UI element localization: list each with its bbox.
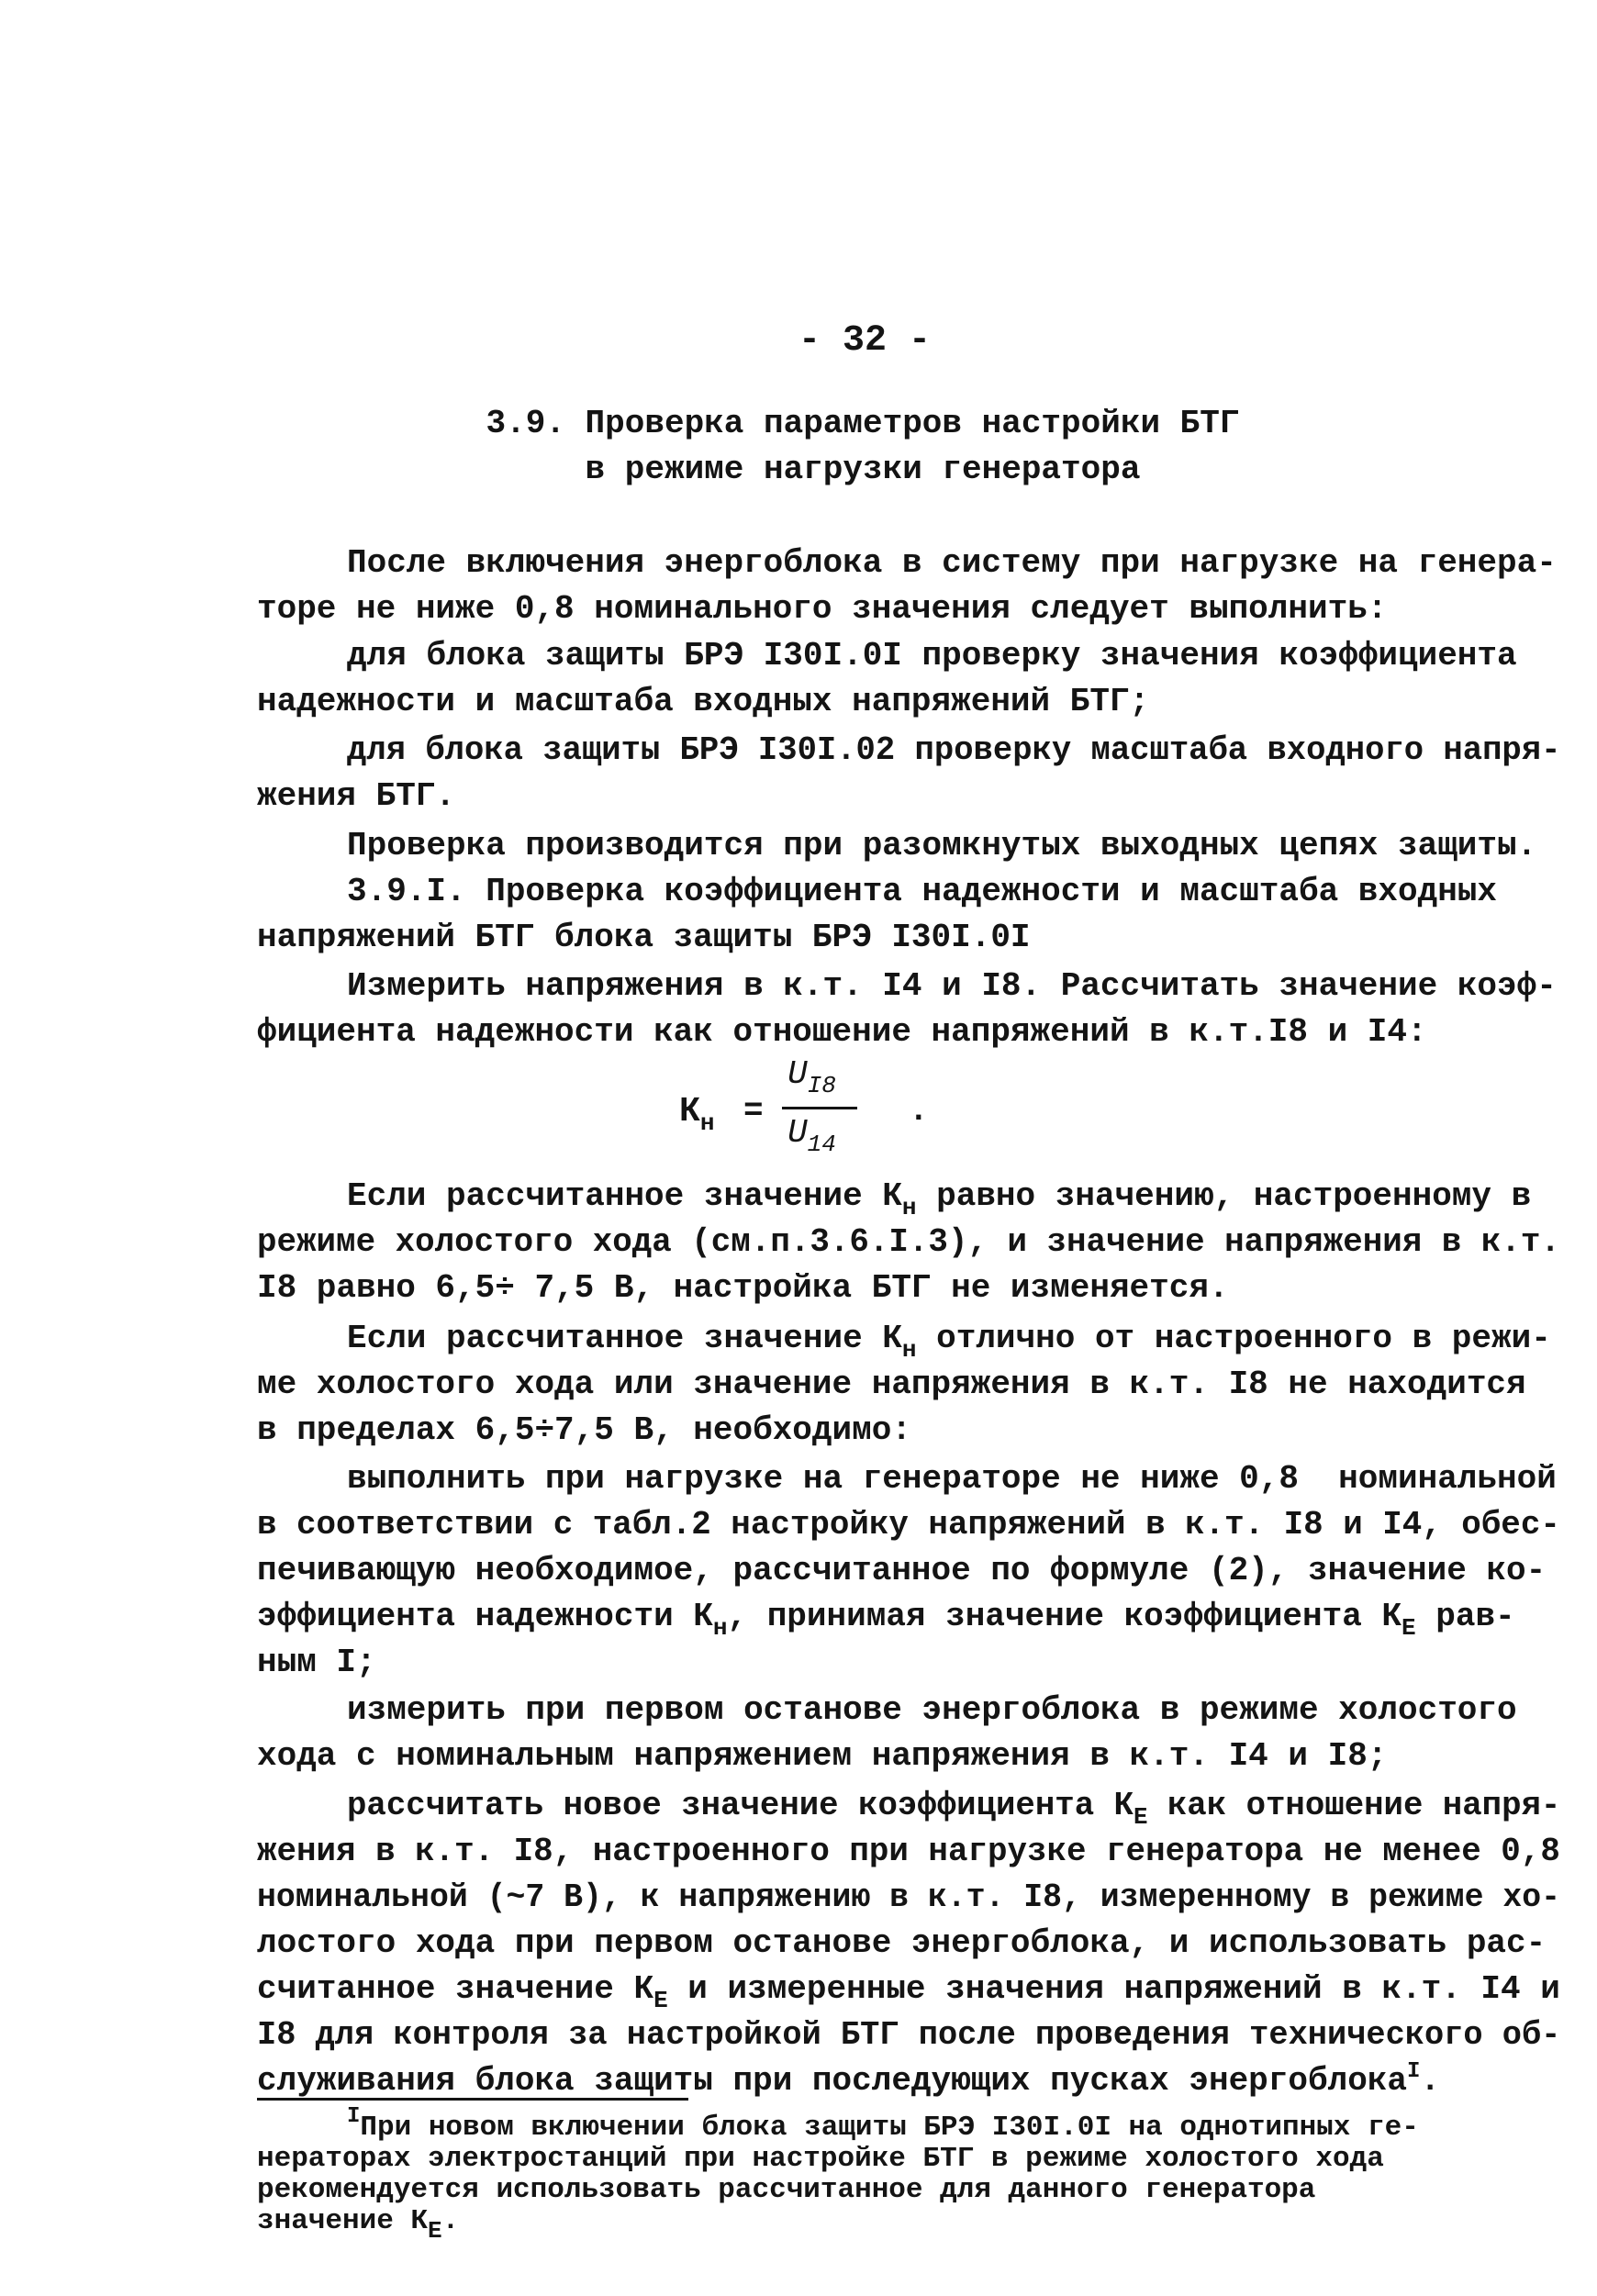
formula-lhs: $К_н$	[679, 1092, 715, 1137]
body-line: хода с номинальным напряжением напряжения в к.т. I4 и I8;	[257, 1737, 1388, 1775]
footnote-line: значение $К_Е$.	[257, 2205, 460, 2245]
body-line: жения БТГ.	[257, 777, 456, 815]
formula-numerator: $U_{I8}$	[787, 1055, 836, 1099]
body-line: После включения энергоблока в систему при нагрузке на генера-	[347, 544, 1557, 582]
footnote-line: $^I$При новом включении блока защиты БРЭ I30I.0I на однотипных ге-	[347, 2104, 1419, 2144]
body-line: Измерить напряжения в к.т. I4 и I8. Рассчитать значение коэф-	[347, 967, 1557, 1005]
body-line: в пределах 6,5÷7,5 В, необходимо:	[257, 1411, 911, 1449]
footnote-line: рекомендуется использовать рассчитанное для данного генератора	[257, 2174, 1316, 2206]
footnote-reference: I	[1407, 2059, 1421, 2084]
body-line: для блока защиты БРЭ I30I.0I проверку значения коэффициента	[347, 637, 1517, 674]
body-line: I8 равно 6,5÷ 7,5 В, настройка БТГ не изменяется.	[257, 1269, 1229, 1307]
body-line: Если рассчитанное значение $К_н$ равно значению, настроенному в	[347, 1177, 1532, 1221]
body-line: ным I;	[257, 1644, 376, 1681]
body-line: режиме холостого хода (см.п.3.6.I.3), и значение напряжения в к.т.	[257, 1223, 1560, 1261]
formula-equals: =	[743, 1092, 764, 1130]
footnote-marker: I	[347, 2104, 361, 2129]
body-line: торе не ниже 0,8 номинального значения следует выполнить:	[257, 590, 1388, 628]
body-line: I8 для контроля за настройкой БТГ после проведения технического об-	[257, 2016, 1561, 2054]
reliability-formula	[679, 1055, 955, 1165]
body-line: считанное значение $К_Е$ и измеренные значения напряжений в к.т. I4 и	[257, 1970, 1560, 2014]
footnote-rule	[257, 2098, 688, 2101]
formula-period: .	[909, 1092, 929, 1130]
body-line: надежности и масштаба входных напряжений БТГ;	[257, 683, 1150, 720]
body-line: печивающую необходимое, рассчитанное по формуле (2), значение ко-	[257, 1552, 1547, 1589]
body-line: ме холостого хода или значение напряжения в к.т. I8 не находится	[257, 1365, 1526, 1403]
section-subtitle: в режиме нагрузки генератора	[585, 451, 1141, 488]
body-line: в соответствии с табл.2 настройку напряжений в к.т. I8 и I4, обес-	[257, 1506, 1560, 1544]
section-title: 3.9. Проверка параметров настройки БТГ	[486, 405, 1240, 442]
body-line: фициента надежности как отношение напряжений в к.т.I8 и I4:	[257, 1013, 1427, 1051]
subsection-heading: 3.9.I. Проверка коэффициента надежности и масштаба входных	[347, 873, 1498, 910]
body-line: эффициента надежности $К_н$, принимая значение коэффициента $К_Е$ рав-	[257, 1598, 1515, 1642]
body-line: служивания блока защиты при последующих пусках энергоблока$^I$.	[257, 2059, 1441, 2100]
footnote-line: нераторах электростанций при настройке БТГ в режиме холостого хода	[257, 2143, 1384, 2175]
body-line: номинальной (~7 В), к напряжению в к.т. I8, измеренному в режиме хо-	[257, 1878, 1560, 1916]
body-line: жения в к.т. I8, настроенного при нагрузке генератора не менее 0,8	[257, 1833, 1560, 1870]
body-line: Проверка производится при разомкнутых выходных цепях защиты.	[347, 827, 1537, 864]
body-line: выполнить при нагрузке на генераторе не ниже 0,8 номинальной	[347, 1460, 1557, 1498]
formula-denominator: $U_{14}$	[787, 1114, 836, 1158]
body-line: Если рассчитанное значение $К_н$ отлично от настроенного в режи-	[347, 1320, 1551, 1364]
subsection-heading-cont: напряжений БТГ блока защиты БРЭ I30I.0I	[257, 919, 1031, 956]
body-line: измерить при первом останове энергоблока в режиме холостого	[347, 1691, 1517, 1729]
body-line: для блока защиты БРЭ I30I.02 проверку масштаба входного напря-	[347, 731, 1561, 769]
fraction-bar	[782, 1107, 857, 1109]
body-line: лостого хода при первом останове энергоблока, и использовать рас-	[257, 1924, 1547, 1962]
body-line: рассчитать новое значение коэффициента $К_Е$ как отношение напря-	[347, 1787, 1561, 1831]
page-number: - 32 -	[798, 320, 932, 362]
